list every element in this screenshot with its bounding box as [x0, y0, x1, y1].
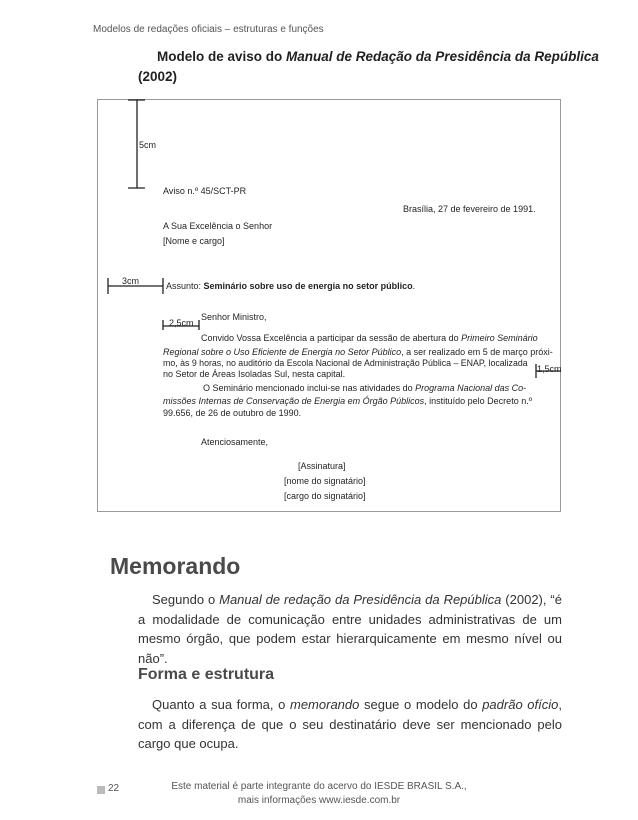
letter-p2-line1: O Seminário mencionado inclui-se nas atividades do Programa Nacional das Co-: [203, 383, 527, 393]
letter-subject: Assunto: Seminário sobre uso de energia no setor público.: [166, 281, 416, 291]
letter-p1-line4: no Setor de Áreas Isoladas Sul, nesta capital.: [163, 369, 346, 379]
memo-paragraph: Segundo o Manual de redação da Presidência da República (2002), “é a modalidade de comunicação entre unidades administrativas de um mesmo órgão, que podem estar hierarquicamente em mesmo nível ou não”.: [138, 592, 562, 666]
subsection-title: Forma e estrutura: [138, 666, 275, 683]
letter-closing: Atenciosamente,: [201, 437, 269, 447]
form-paragraph: Quanto a sua forma, o memorando segue o modelo do padrão ofício, com a diferença de que o seu destinatário deve ser mencionado pelo cargo que ocupa.: [138, 697, 562, 751]
letter-signature: [Assinatura]: [298, 461, 346, 471]
recipient-line1: A Sua Excelência o Senhor: [163, 221, 273, 231]
footer-line2: mais informações www.iesde.com.br: [237, 795, 401, 806]
section-title: Memorando: [110, 553, 241, 579]
dim-indent-label: 2,5cm: [169, 318, 194, 328]
running-header: Modelos de redações oficiais – estruturas e funções: [93, 24, 324, 35]
letter-p2-line3: 99.656, de 26 de outubro de 1990.: [163, 408, 302, 418]
letter-p1-line1: Convido Vossa Excelência a participar da sessão de abertura do Primeiro Seminário: [201, 333, 538, 343]
dim-top-label: 5cm: [139, 140, 157, 150]
letter-signer-name: [nome do signatário]: [284, 476, 366, 486]
letter-p1-line3: mo, às 9 horas, no auditório da Escola Nacional de Administração Pública – ENAP, localizada: [163, 358, 528, 368]
footer-line1: Este material é parte integrante do acervo do IESDE BRASIL S.A.,: [171, 781, 467, 792]
letter-place-date: Brasília, 27 de fevereiro de 1991.: [403, 204, 536, 214]
dim-left-label: 3cm: [122, 276, 140, 286]
letter-number: Aviso n.º 45/SCT-PR: [163, 186, 247, 196]
letter-salutation: Senhor Ministro,: [201, 312, 267, 322]
letter-p2-line2: missões Internas de Conservação de Energia em Órgão Públicos, instituído pelo Decreto n.º: [163, 396, 532, 406]
recipient-line2: [Nome e cargo]: [163, 236, 225, 246]
model-title-year: (2002): [138, 69, 178, 84]
letter-signer-role: [cargo do signatário]: [284, 491, 366, 501]
page-number: 22: [108, 783, 120, 794]
model-title: Modelo de aviso do Manual de Redação da Presidência da República: [157, 49, 599, 64]
letter-p1-line2: Regional sobre o Uso Eficiente de Energia no Setor Público, a ser realizado em 5 de março próxi-: [163, 347, 553, 357]
dim-right-label: 1,5cm: [537, 364, 562, 374]
